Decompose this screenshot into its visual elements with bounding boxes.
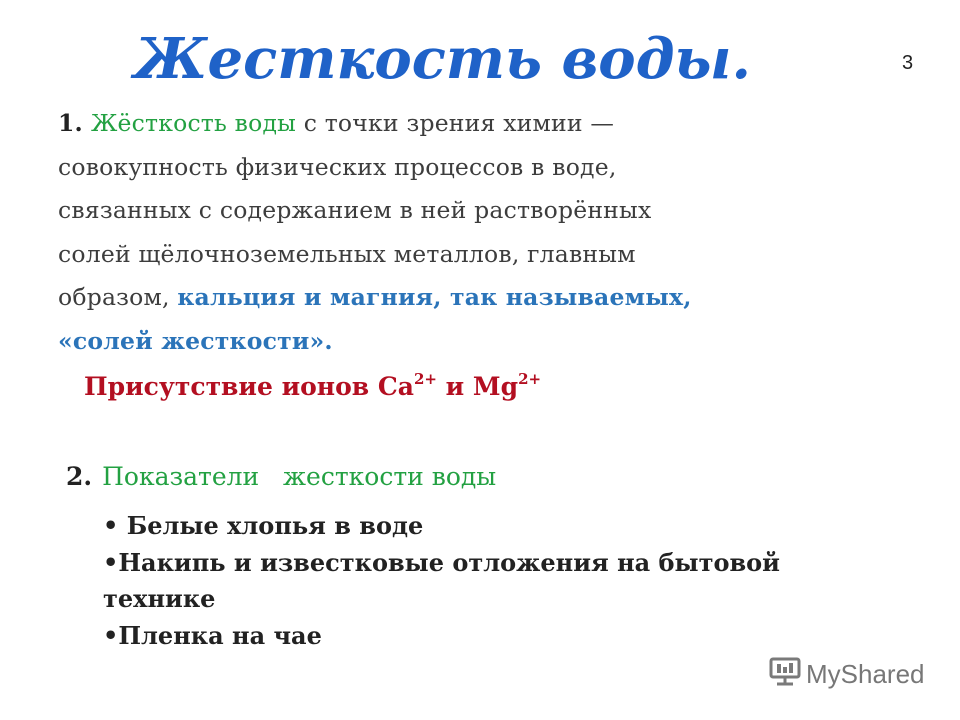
- list-item: технике: [103, 584, 216, 613]
- list-item: •Накипь и известковые отложения на бытовой: [103, 547, 780, 577]
- definition-line-4: солей щёлочноземельных металлов, главным: [58, 239, 636, 268]
- watermark-logo: [768, 656, 925, 693]
- definition-line-1: [58, 102, 858, 146]
- item-number: 2.: [66, 462, 93, 491]
- slide-title: Жесткость воды.: [134, 26, 752, 92]
- definition-text: с точки зрения химии —: [296, 109, 615, 137]
- ions-text: Присутствие ионов Ca: [84, 372, 414, 401]
- section-2-heading: [66, 462, 496, 491]
- presentation-icon: [768, 656, 806, 693]
- ions-statement: [84, 372, 541, 401]
- section-2-label: Показатели жесткости воды: [102, 462, 497, 491]
- indicators-list: [103, 508, 923, 654]
- ca-charge: 2+: [413, 370, 437, 388]
- ions-and: и Mg: [436, 372, 519, 401]
- salts-highlight: кальция и магния, так называемых,: [177, 283, 692, 311]
- definition-paragraph: [58, 102, 858, 363]
- item-number: 1.: [58, 109, 83, 137]
- watermark-text: MyShared: [806, 659, 925, 689]
- list-item: •Пленка на чае: [103, 620, 322, 650]
- mg-charge: 2+: [518, 370, 542, 388]
- definition-text: образом,: [58, 283, 178, 311]
- definition-line-3: связанных с содержанием в ней растворённых: [58, 196, 652, 224]
- definition-line-6: «солей жесткости».: [58, 326, 333, 355]
- list-item: • Белые хлопья в воде: [103, 511, 424, 540]
- term-highlight: Жёсткость воды: [90, 109, 297, 137]
- definition-line-5: [58, 276, 858, 320]
- slide-number: 3: [902, 52, 914, 74]
- definition-line-2: совокупность физических процессов в воде,: [58, 152, 617, 181]
